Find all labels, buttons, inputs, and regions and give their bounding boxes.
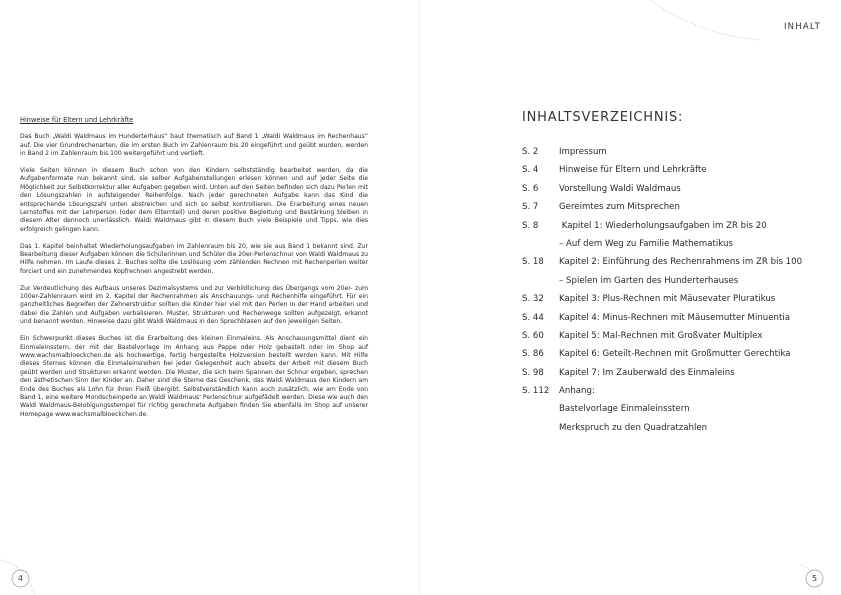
toc-label: Bastelvorlage Einmaleinsstern <box>559 404 690 415</box>
toc-label: Kapitel 3: Plus-Rechnen mit Mäusevater Pluratikus <box>559 294 776 305</box>
toc-entry <box>522 180 832 198</box>
toc-entry <box>522 382 832 400</box>
toc-entry <box>522 419 832 437</box>
toc-label: Hinweise für Eltern und Lehrkräfte <box>559 165 707 176</box>
toc-label: Vorstellung Waldi Waldmaus <box>559 183 681 194</box>
toc-page: S. 44 <box>522 312 544 323</box>
toc-entry <box>522 143 832 161</box>
toc-page: S. 4 <box>522 165 539 176</box>
hinweise-paragraph: Ein Schwerpunkt dieses Buches ist die Erarbeitung des kleinen Einmaleins. Als Anschauungsmittel dient ein Einmaleinsstern, der mit der Bastelvorlage im Anhang aus Pappe oder Holz gebastelt oder im Shop auf www.wachsmalbloeckchen.de als hochwertige, fertig hergestellte Holzversion bestellt werden kann. Mit Hilfe dieses Sternes können die Einmaleinsreihen bei jeder Gelegenheit auch abseits der Arbeit mit diesem Buch geübt werden und Strukturen erkannt werden. Die Muster, die sich beim Spannen der Schnur ergeben, sprechen den ästhetischen Sinn der Kinder an. Daher sind die Sterne das Geschenk, das Waldi Waldmaus den Kindern am Ende des Buches als Lohn für ihren Fleiß übergibt. Selbstverständlich kann auch zusätzlich, wie am Ende von Band 1, eine weitere Mondscheinperle an Waldi Waldmaus' Perlenschnur aufgefädelt werden. Diese wie auch den Waldi Waldmaus-Belobigungsstempel für richtig gerechnete Aufgaben finden Sie ebenfalls im Shop auf unserer Homepage www.wachsmalbloeckchen.de. <box>20 335 368 418</box>
toc-entry <box>522 235 832 253</box>
toc-page: S. 112 <box>522 386 550 397</box>
header-label: INHALT <box>783 22 821 32</box>
hinweise-paragraph: Viele Seiten können in diesem Buch schon von den Kindern selbstständig bearbeitet werden, da die Aufgabenformate nun bekannt sind, sie selber Aufgabenstellungen erlesen können und auf jeder Seite die Möglichkeit zur Selbstkorrektur aller Aufgaben gegeben wird. Unten auf den Seiten befinden sich dazu Perlen mit den Lösungszahlen in aufsteigender Reihenfolge. Nach jeder gerechneten Aufgabe kann das Kind die entsprechende Lösungszahl unten abstreichen und sich so selbst kontrollieren. Die Erarbeitung eines neuen Lernstoffes mit der Lehrperson (oder dem Elternteil) und deren positive Begleitung und Bestärkung bleiben in diesem Alter dennoch unerlässlich. Waldi Waldmaus gibt in diesem Buch viele Beispiele und Tipps, wie dies erfolgreich gelingen kann. <box>20 167 368 233</box>
hinweise-paragraph: Zur Verdeutlichung des Aufbaus unseres Dezimalsystems und zur Verbildlichung des Übergangs vom 20er- zum 100er-Zahlenraum wird im 2. Kapitel der Rechenrahmen als Anschauungs- und Rechenhilfe eingeführt. Für ein ganzheitliches Begreifen der Zehnerstruktur sollten die Kinder hier viel mit den Perlen in der Hand arbeiten und dabei die Zahlen und Aufgaben verbalisieren. Muster, Strukturen und Rechenwege sollten aufgezeigt, erkannt und benannt werden. Hinweise dazu gibt Waldi Waldmaus in den Sprechblasen auf den jeweiligen Seiten. <box>20 284 368 326</box>
toc-entry <box>522 400 832 418</box>
toc-label: Kapitel 6: Geteilt-Rechnen mit Großmutter Gerechtika <box>559 349 791 360</box>
toc-label: Kapitel 2: Einführung des Rechenrahmens im ZR bis 100 <box>559 257 803 268</box>
toc-page: S. 98 <box>522 367 544 378</box>
toc-entry <box>522 345 832 363</box>
toc-page: S. 32 <box>522 294 544 305</box>
page-number-left: 4 <box>11 569 30 588</box>
toc-entry <box>522 290 832 308</box>
toc-page: S. 2 <box>522 147 539 157</box>
toc-label: – Spielen im Garten des Hunderterhauses <box>559 275 739 286</box>
toc-page: S. 60 <box>522 330 544 341</box>
toc-label: Kapitel 4: Minus-Rechnen mit Mäusemutter Minuentia <box>559 312 791 323</box>
hinweise-paragraph: Das 1. Kapitel beinhaltet Wiederholungsaufgaben im Zahlenraum bis 20, wie sie aus Band 1 bekannt sind. Zur Bearbeitung dieser Aufgaben können die Schülerinnen und Schüler die 20er-Perlenschnur von Waldi Waldmaus zu Hilfe nehmen. Im Laufe dieses 2. Buches sollte die Loslösung vom zählenden Rechnen mit Rechenperlen weiter forciert und ein zunehmendes Kopfrechnen angestrebt werden. <box>20 242 369 275</box>
toc-entry <box>522 161 832 179</box>
toc-entry <box>522 253 832 271</box>
toc-label: – Auf dem Weg zu Familie Mathematikus <box>559 238 733 249</box>
right-page <box>420 0 841 595</box>
toc-entry <box>522 364 832 382</box>
toc-entry <box>522 217 832 235</box>
toc-label: Anhang: <box>559 386 595 397</box>
toc-label: Kapitel 7: Im Zauberwald des Einmaleins <box>559 367 735 378</box>
toc-entry <box>522 309 832 327</box>
toc-label: Kapitel 5: Mal-Rechnen mit Großvater Multiplex <box>559 330 763 341</box>
page-number-right: 5 <box>805 569 824 588</box>
toc-entry <box>522 327 832 345</box>
toc-label: Impressum <box>559 147 607 157</box>
toc-page: S. 7 <box>522 202 539 213</box>
hinweise-paragraph: Das Buch „Waldi Waldmaus im Hunderterhaus“ baut thematisch auf Band 1 „Waldi Waldmaus im Rechenhaus“ auf. Die vier Grundrechenarten, die im ersten Buch im Zahlenraum bis 20 eingeführt und geübt wurden, werden in Band 2 im Zahlenraum bis 100 weitergeführt und vertieft. <box>20 133 368 158</box>
toc-title: INHALTSVERZEICHNIS: <box>522 110 684 125</box>
toc-entry <box>522 272 832 290</box>
toc-list <box>522 143 832 437</box>
toc-page: S. 6 <box>522 183 539 194</box>
left-page-corner-curve <box>0 0 420 595</box>
toc-page: S. 86 <box>522 349 544 360</box>
toc-label: Merkspruch zu den Quadratzahlen <box>559 422 708 433</box>
left-page <box>0 0 420 595</box>
toc-label: Kapitel 1: Wiederholungsaufgaben im ZR bis 20 <box>559 220 767 231</box>
toc-page: S. 8 <box>522 220 539 231</box>
toc-label: Gereimtes zum Mitsprechen <box>559 202 680 213</box>
toc-entry <box>522 198 832 216</box>
hinweise-heading: Hinweise für Eltern und Lehrkräfte <box>20 116 134 124</box>
toc-page: S. 18 <box>522 257 544 268</box>
